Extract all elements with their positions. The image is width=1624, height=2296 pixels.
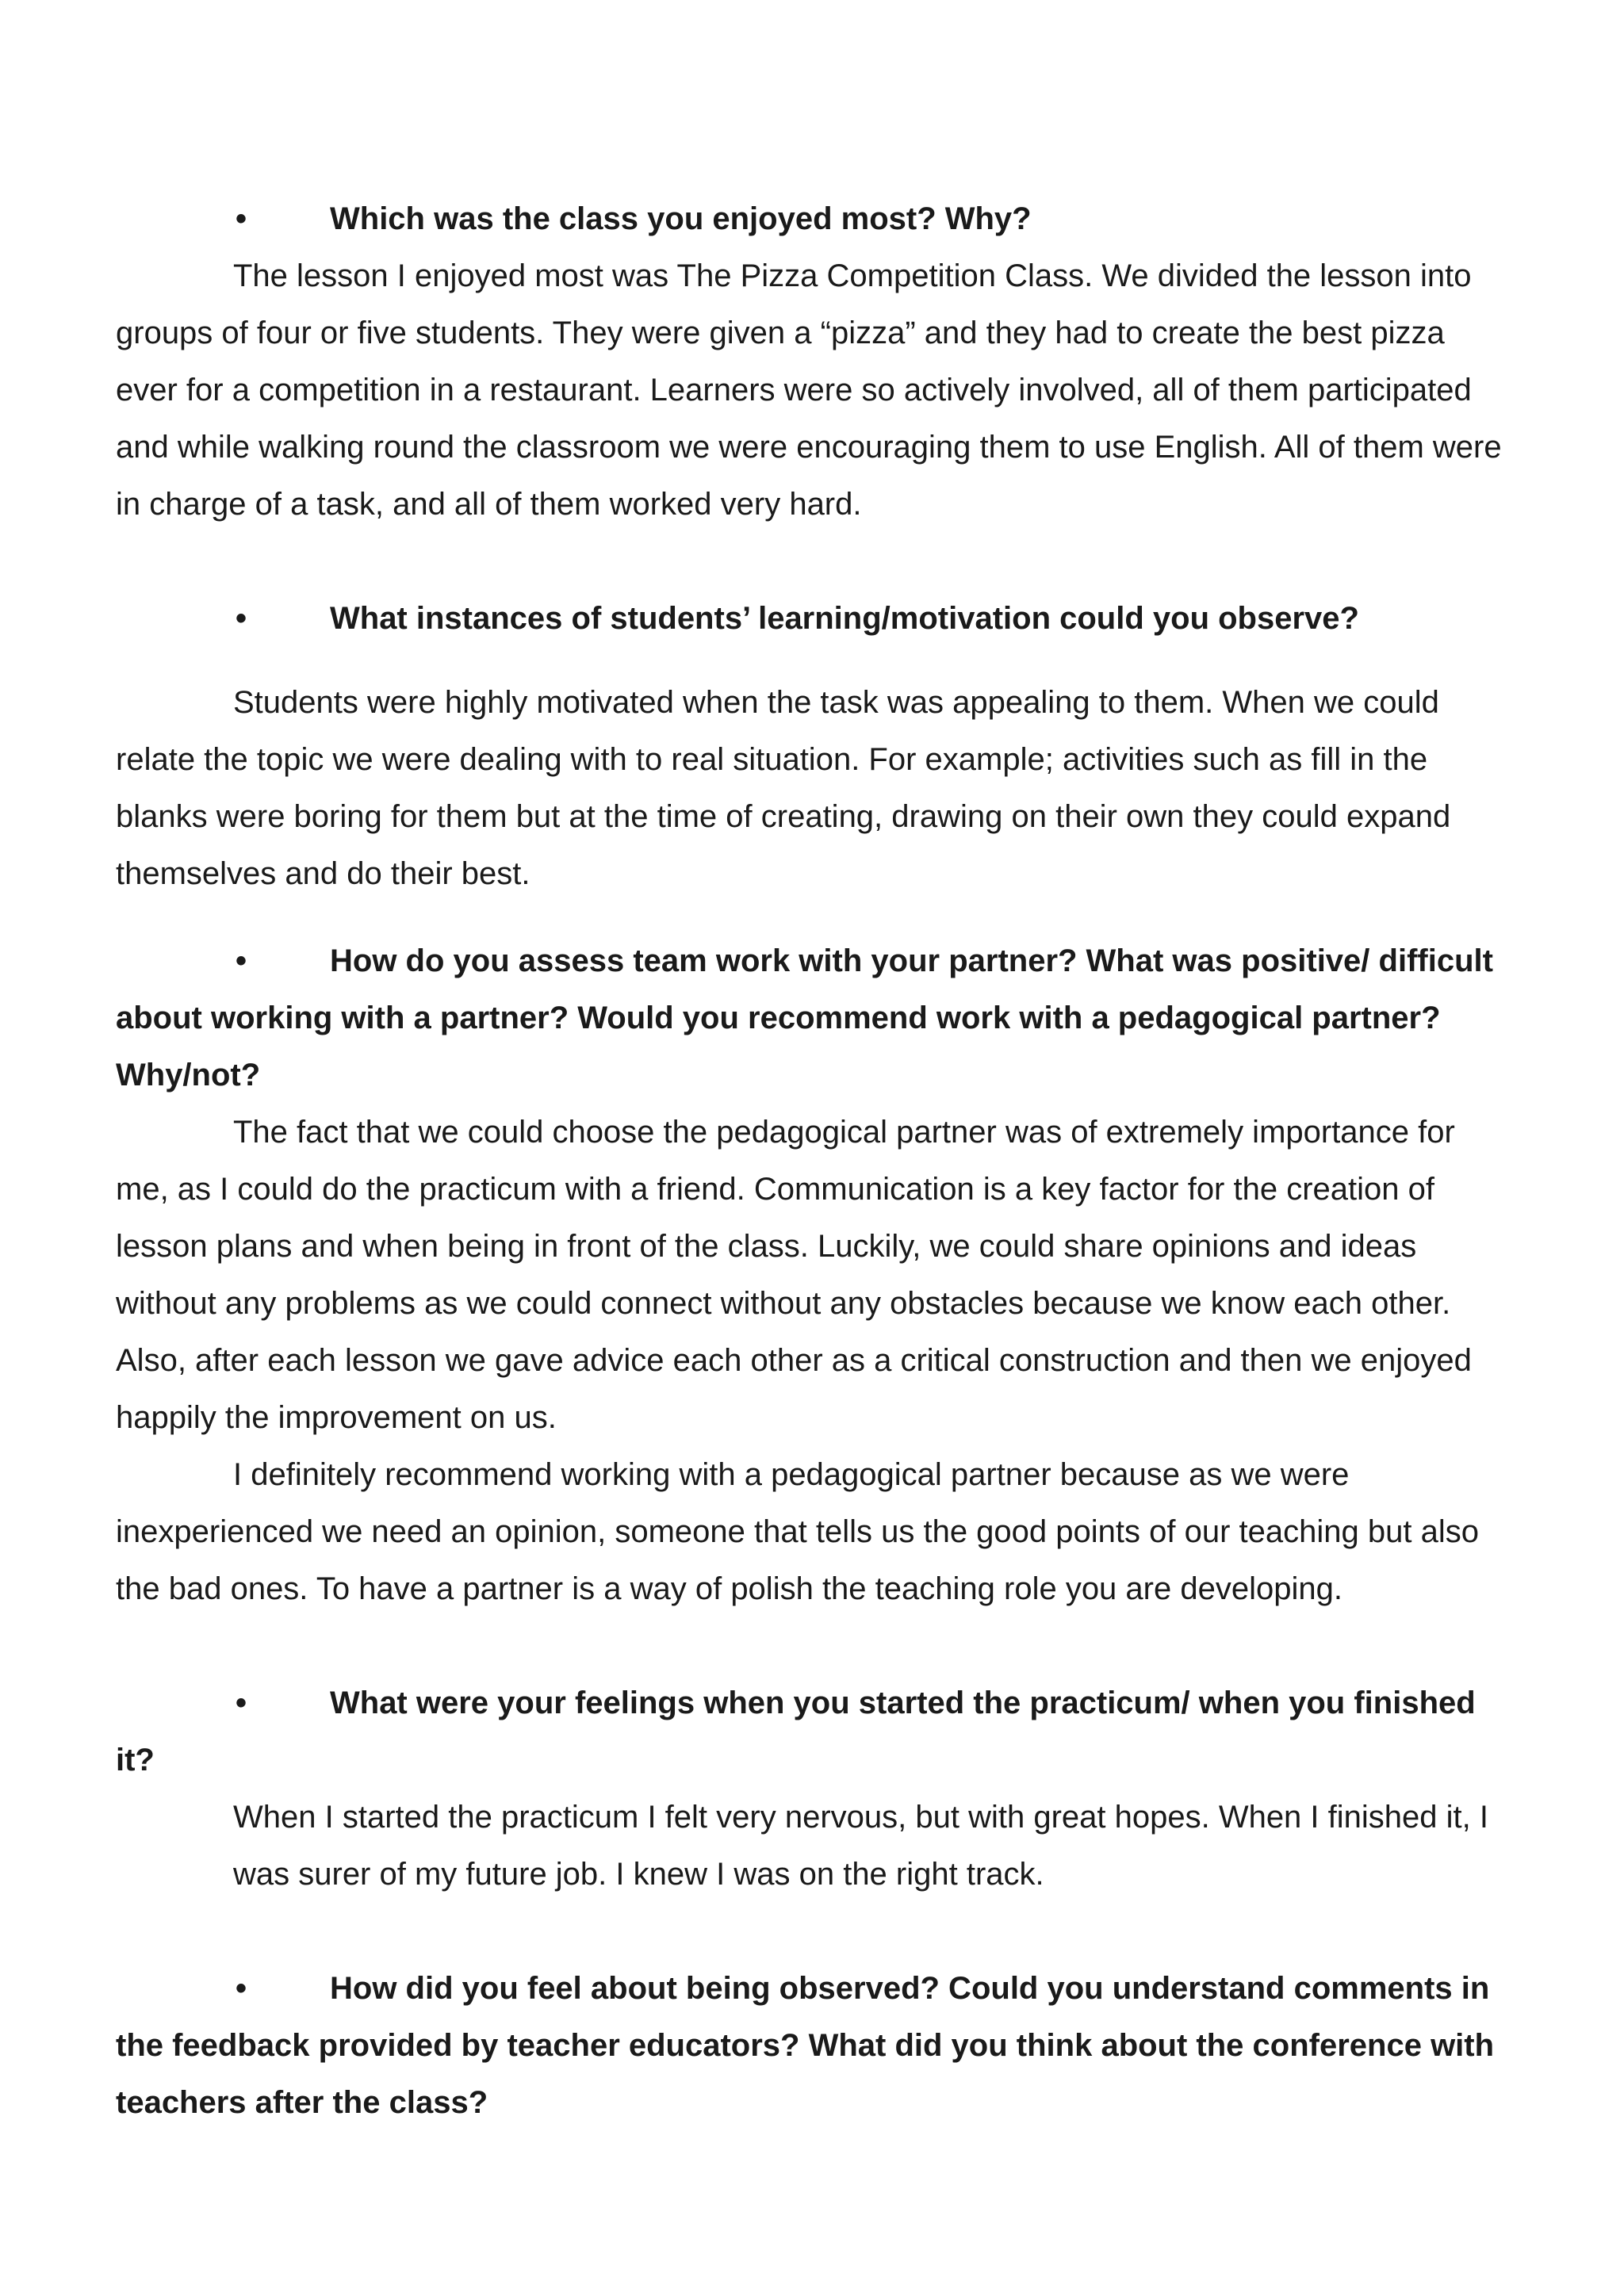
bullet-icon: • [236,1971,247,2006]
bullet-icon: • [236,943,247,978]
answer-paragraph: The lesson I enjoyed most was The Pizza Competition Class. We divided the lesson into groups of four or five students. They were given a “pizza” and they had to create the best pizza ever for a competition in a restaurant. Learners were so actively involved, all of them participated and while walking round the classroom we were encouraging them to use English. All of them were in charge of a task, and all of them worked very hard. [116,258,1502,522]
question-heading: • What instances of students’ learning/motivation could you observe? [116,590,1505,647]
answer-paragraph: The fact that we could choose the pedagogical partner was of extremely importance for me, as I could do the practicum with a friend. Communication is a key factor for the creation of lesson plans and when being in front of the class. Luckily, we could share opinions and ideas without any problems as we could connect without any obstacles because we know each other. Also, after each lesson we gave advice each other as a critical construction and then we enjoyed happily the improvement on us. [116,1115,1472,1435]
question-heading: • What were your feelings when you started the practicum/ when you finished it? [116,1674,1505,1789]
answer-paragraph: When I started the practicum I felt very nervous, but with great hopes. When I finished it, I was surer of my future job. I knew I was on the right track. [233,1800,1488,1892]
question-heading: • How do you assess team work with your partner? What was positive/ difficult about working with a partner? Would you recommend work with a pedagogical partner? Why/not? [116,932,1505,1104]
bullet-icon: • [236,601,247,636]
document-page [116,190,1505,2131]
bullet-icon: • [236,1686,247,1720]
question-heading: • How did you feel about being observed? Could you understand comments in the feedback provided by teacher educators? What did you think about the conference with teachers after the class? [116,1960,1505,2131]
answer-paragraph: Students were highly motivated when the task was appealing to them. When we could relate the topic we were dealing with to real situation. For example; activities such as fill in the blanks were boring for them but at the time of creating, drawing on their own they could expand themselves and do their best. [116,685,1451,891]
answer-paragraph: I definitely recommend working with a pedagogical partner because as we were inexperienced we need an opinion, someone that tells us the good points of our teaching but also the bad ones. To have a partner is a way of polish the teaching role you are developing. [116,1457,1479,1606]
question-heading: • Which was the class you enjoyed most? Why? [116,190,1505,247]
bullet-icon: • [236,201,247,236]
